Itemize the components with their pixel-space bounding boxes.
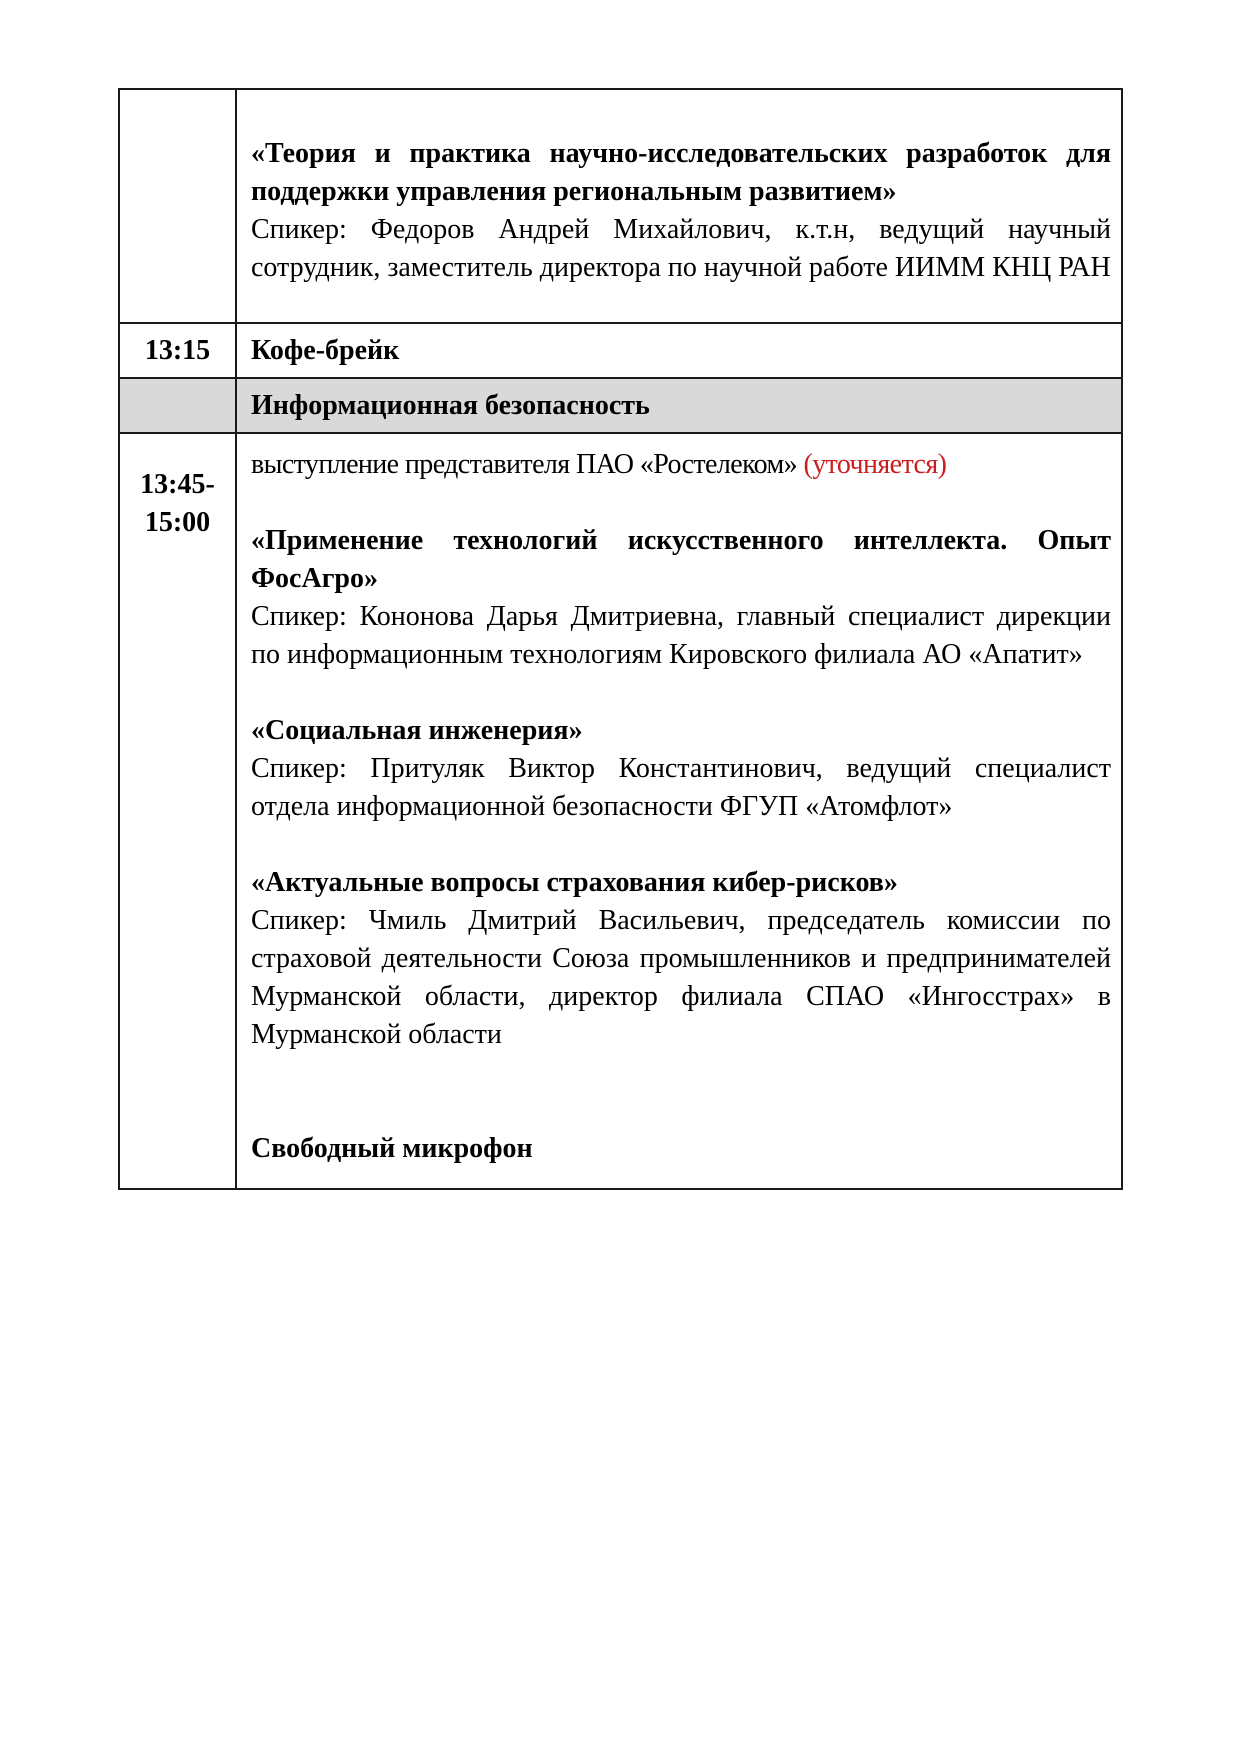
session-speaker: Спикер: Чмиль Дмитрий Васильевич, председатель комиссии по страховой деятельности Союза промышленников и предпринимателей Мурманской области, директор филиала СПАО «Ингосстрах» в Мурманской области <box>251 905 1111 1050</box>
break-cell <box>237 324 1121 377</box>
session-note-tbd: (уточняется) <box>803 449 947 480</box>
session-title: «Применение технологий искусственного интеллекта. Опыт ФосАгро» <box>251 525 1111 594</box>
sessions-cell <box>237 434 1121 1188</box>
session-title: «Теория и практика научно-исследовательских разработок для поддержки управления региональным развитием» <box>251 138 1111 207</box>
table-row-coffee-break <box>120 322 1121 377</box>
session-note-text: выступление представителя ПАО «Ростелеком» <box>251 449 798 480</box>
section-header: Информационная безопасность <box>251 389 650 421</box>
session-cell <box>237 90 1121 322</box>
time-range-line-1: 13:45- <box>140 469 215 500</box>
session-title: «Социальная инженерия» <box>251 715 583 746</box>
section-header-cell <box>237 379 1121 432</box>
session-speaker: Спикер: Кононова Дарья Дмитриевна, главный специалист дирекции по информационным технологиям Кировского филиала АО «Апатит» <box>251 601 1111 670</box>
table-row-theory-session <box>120 90 1121 322</box>
time-range-line-2: 15:00 <box>144 507 211 538</box>
session-title: «Актуальные вопросы страхования кибер-рисков» <box>251 867 898 898</box>
program-table <box>118 88 1123 1190</box>
session-speaker: Спикер: Притуляк Виктор Константинович, ведущий специалист отдела информационной безопасности ФГУП «Атомфлот» <box>251 753 1111 822</box>
table-row-section-header <box>120 377 1121 432</box>
time-cell: 13:15 <box>120 324 237 377</box>
session-speaker: Спикер: Федоров Андрей Михайлович, к.т.н, ведущий научный сотрудник, заместитель директора по научной работе ИИММ КНЦ РАН <box>251 214 1111 283</box>
free-mic-label: Свободный микрофон <box>251 1133 533 1164</box>
time-cell-empty <box>120 90 237 322</box>
time-cell-empty <box>120 379 237 432</box>
table-row-infosec-sessions <box>120 432 1121 1188</box>
session-note-line <box>251 446 1111 484</box>
time-cell <box>120 434 237 1188</box>
break-label: Кофе-брейк <box>251 334 400 366</box>
